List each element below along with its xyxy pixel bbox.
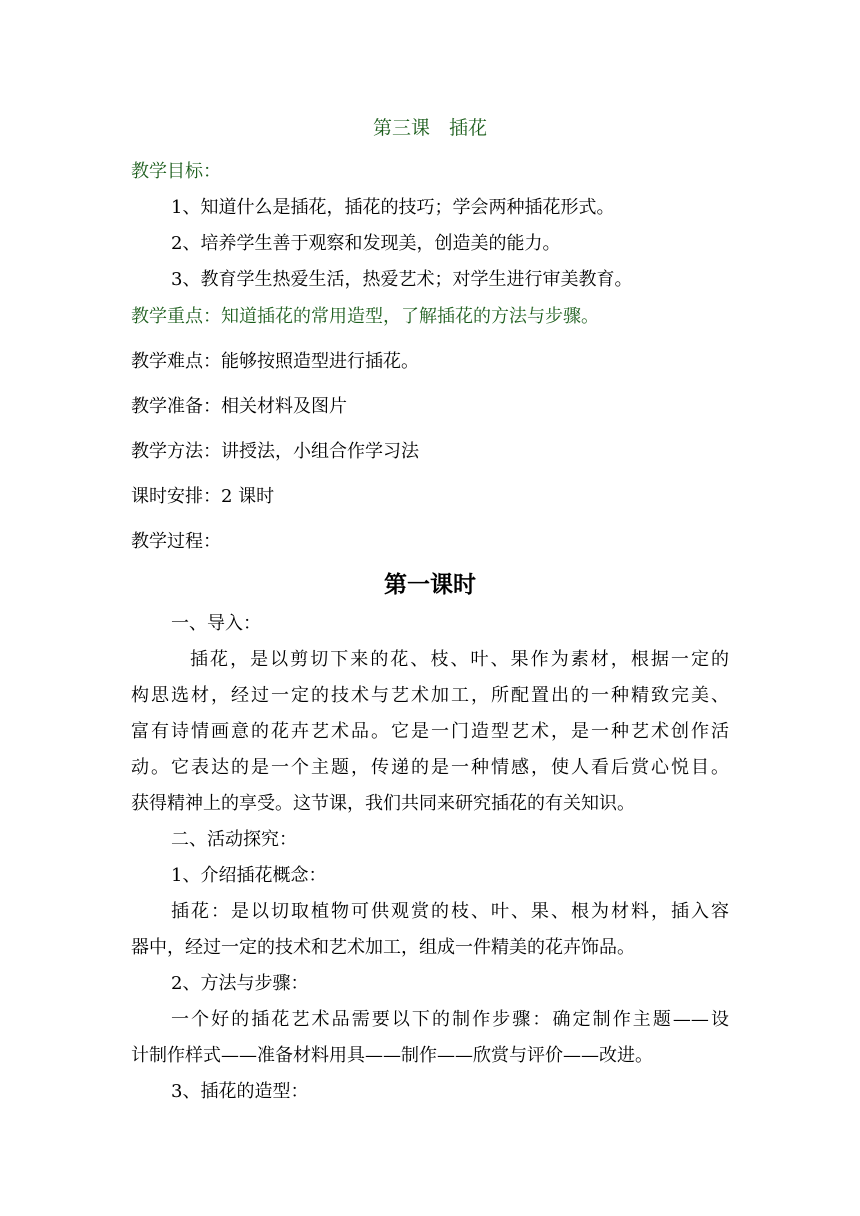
key-points: 教学重点：知道插花的常用造型，了解插花的方法与步骤。 xyxy=(131,306,599,327)
objective-item-2: 2、培养学生善于观察和发现美，创造美的能力。 xyxy=(171,233,561,254)
objective-item-3: 3、教育学生热爱生活，热爱艺术；对学生进行审美教育。 xyxy=(171,269,633,290)
difficulty: 教学难点：能够按照造型进行插花。 xyxy=(131,351,419,372)
intro-line-2: 构思选材，经过一定的技术与艺术加工，所配置出的一种精致完美、 xyxy=(131,685,729,706)
objective-item-1: 1、知道什么是插花，插花的技巧；学会两种插花形式。 xyxy=(171,197,615,218)
intro-line-4: 动。它表达的是一个主题，传递的是一种情感，使人看后赏心悦目。 xyxy=(131,757,729,778)
concept-line-2: 器中，经过一定的技术和艺术加工，组成一件精美的花卉饰品。 xyxy=(131,937,635,958)
teaching-method: 教学方法：讲授法，小组合作学习法 xyxy=(131,441,419,462)
section2-heading: 二、活动探究： xyxy=(171,829,297,850)
steps-line-1: 一个好的插花艺术品需要以下的制作步骤：确定制作主题——设 xyxy=(171,1009,729,1030)
lesson1-heading: 第一课时 xyxy=(384,571,476,598)
section1-heading: 一、导入： xyxy=(171,613,261,634)
item2-heading: 2、方法与步骤： xyxy=(171,973,309,994)
intro-line-3: 富有诗情画意的花卉艺术品。它是一门造型艺术，是一种艺术创作活 xyxy=(131,721,729,742)
item3-heading: 3、插花的造型： xyxy=(171,1081,309,1102)
schedule: 课时安排：2 课时 xyxy=(131,486,275,507)
preparation: 教学准备：相关材料及图片 xyxy=(131,396,347,417)
item1-heading: 1、介绍插花概念： xyxy=(171,865,327,886)
process-label: 教学过程： xyxy=(131,531,221,552)
lesson-title: 第三课 插花 xyxy=(372,117,487,139)
intro-line-1: 插花，是以剪切下来的花、枝、叶、果作为素材，根据一定的 xyxy=(190,649,729,670)
intro-line-5: 获得精神上的享受。这节课，我们共同来研究插花的有关知识。 xyxy=(131,793,635,814)
objectives-label: 教学目标： xyxy=(131,161,221,182)
steps-line-2: 计制作样式——准备材料用具——制作——欣赏与评价——改进。 xyxy=(131,1045,653,1066)
concept-line-1: 插花：是以切取植物可供观赏的枝、叶、果、根为材料，插入容 xyxy=(171,901,729,922)
